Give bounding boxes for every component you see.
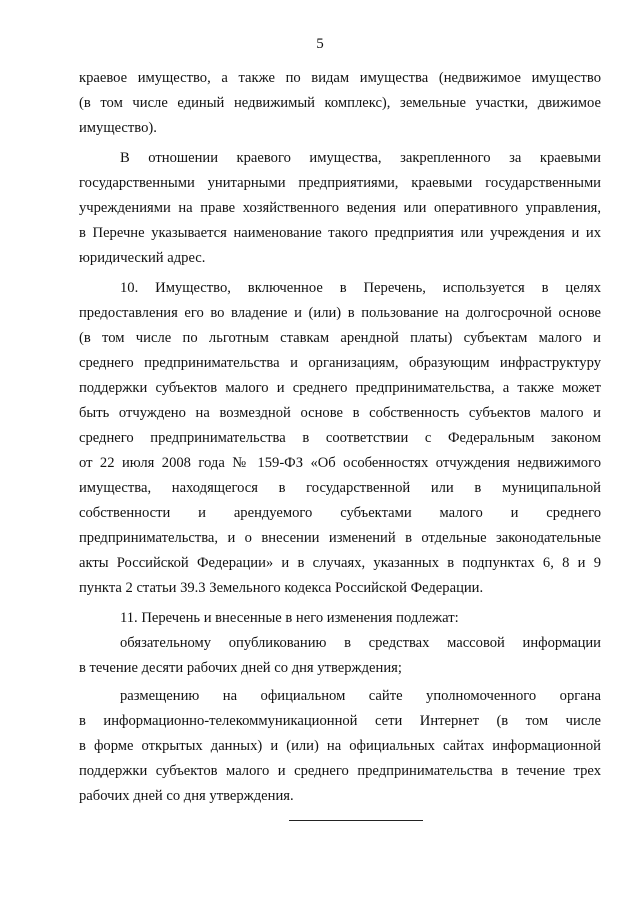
- text-line: в Перечне указывается наименование такого предприятия или учреждения и их: [79, 225, 601, 241]
- text-line: предоставления его во владение и (или) в пользование на долгосрочной основе: [79, 305, 601, 321]
- text-line: быть отчуждено на возмездной основе в собственность субъектов малого и: [79, 405, 601, 421]
- text-line: в информационно-телекоммуникационной сети Интернет (в том числе: [79, 713, 601, 729]
- text-line: (в том числе единый недвижимый комплекс), земельные участки, движимое: [79, 95, 601, 111]
- text-line: учреждениями на праве хозяйственного ведения или оперативного управления,: [79, 200, 601, 216]
- text-line: от 22 июля 2008 года № 159-ФЗ «Об особенностях отчуждения недвижимого: [79, 455, 601, 471]
- text-line: обязательному опубликованию в средствах массовой информации: [120, 635, 601, 651]
- text-line: среднего предпринимательства в соответствии с Федеральным законом: [79, 430, 601, 446]
- text-line: поддержки субъектов малого и среднего предпринимательства, а также может: [79, 380, 601, 396]
- text-line: государственными унитарными предприятиями, краевыми государственными: [79, 175, 601, 191]
- end-of-text-rule: [289, 820, 423, 821]
- text-line: 10. Имущество, включенное в Перечень, используется в целях: [120, 280, 601, 296]
- text-line: в течение десяти рабочих дней со дня утверждения;: [79, 660, 402, 676]
- text-line: поддержки субъектов малого и среднего предпринимательства в течение трех: [79, 763, 601, 779]
- text-line: собственности и арендуемого субъектами малого и среднего: [79, 505, 601, 521]
- text-line: в форме открытых данных) и (или) на официальных сайтах информационной: [79, 738, 601, 754]
- text-line: юридический адрес.: [79, 250, 206, 266]
- text-line: акты Российской Федерации» и в случаях, указанных в подпунктах 6, 8 и 9: [79, 555, 601, 571]
- text-line: предпринимательства, и о внесении изменений в отдельные законодательные: [79, 530, 601, 546]
- text-line: имущество).: [79, 120, 157, 136]
- text-line: В отношении краевого имущества, закрепленного за краевыми: [120, 150, 601, 166]
- text-line: размещению на официальном сайте уполномоченного органа: [120, 688, 601, 704]
- text-line: (в том числе по льготным ставкам арендной платы) субъектам малого и: [79, 330, 601, 346]
- page-number: 5: [316, 36, 324, 52]
- text-line: краевое имущество, а также по видам имущества (недвижимое имущество: [79, 70, 601, 86]
- text-line: рабочих дней со дня утверждения.: [79, 788, 294, 804]
- text-line: пункта 2 статьи 39.3 Земельного кодекса Российской Федерации.: [79, 580, 484, 596]
- text-line: среднего предпринимательства и организациям, образующим инфраструктуру: [79, 355, 601, 371]
- text-line: имущества, находящегося в государственной или в муниципальной: [79, 480, 601, 496]
- text-line: 11. Перечень и внесенные в него изменения подлежат:: [120, 610, 459, 626]
